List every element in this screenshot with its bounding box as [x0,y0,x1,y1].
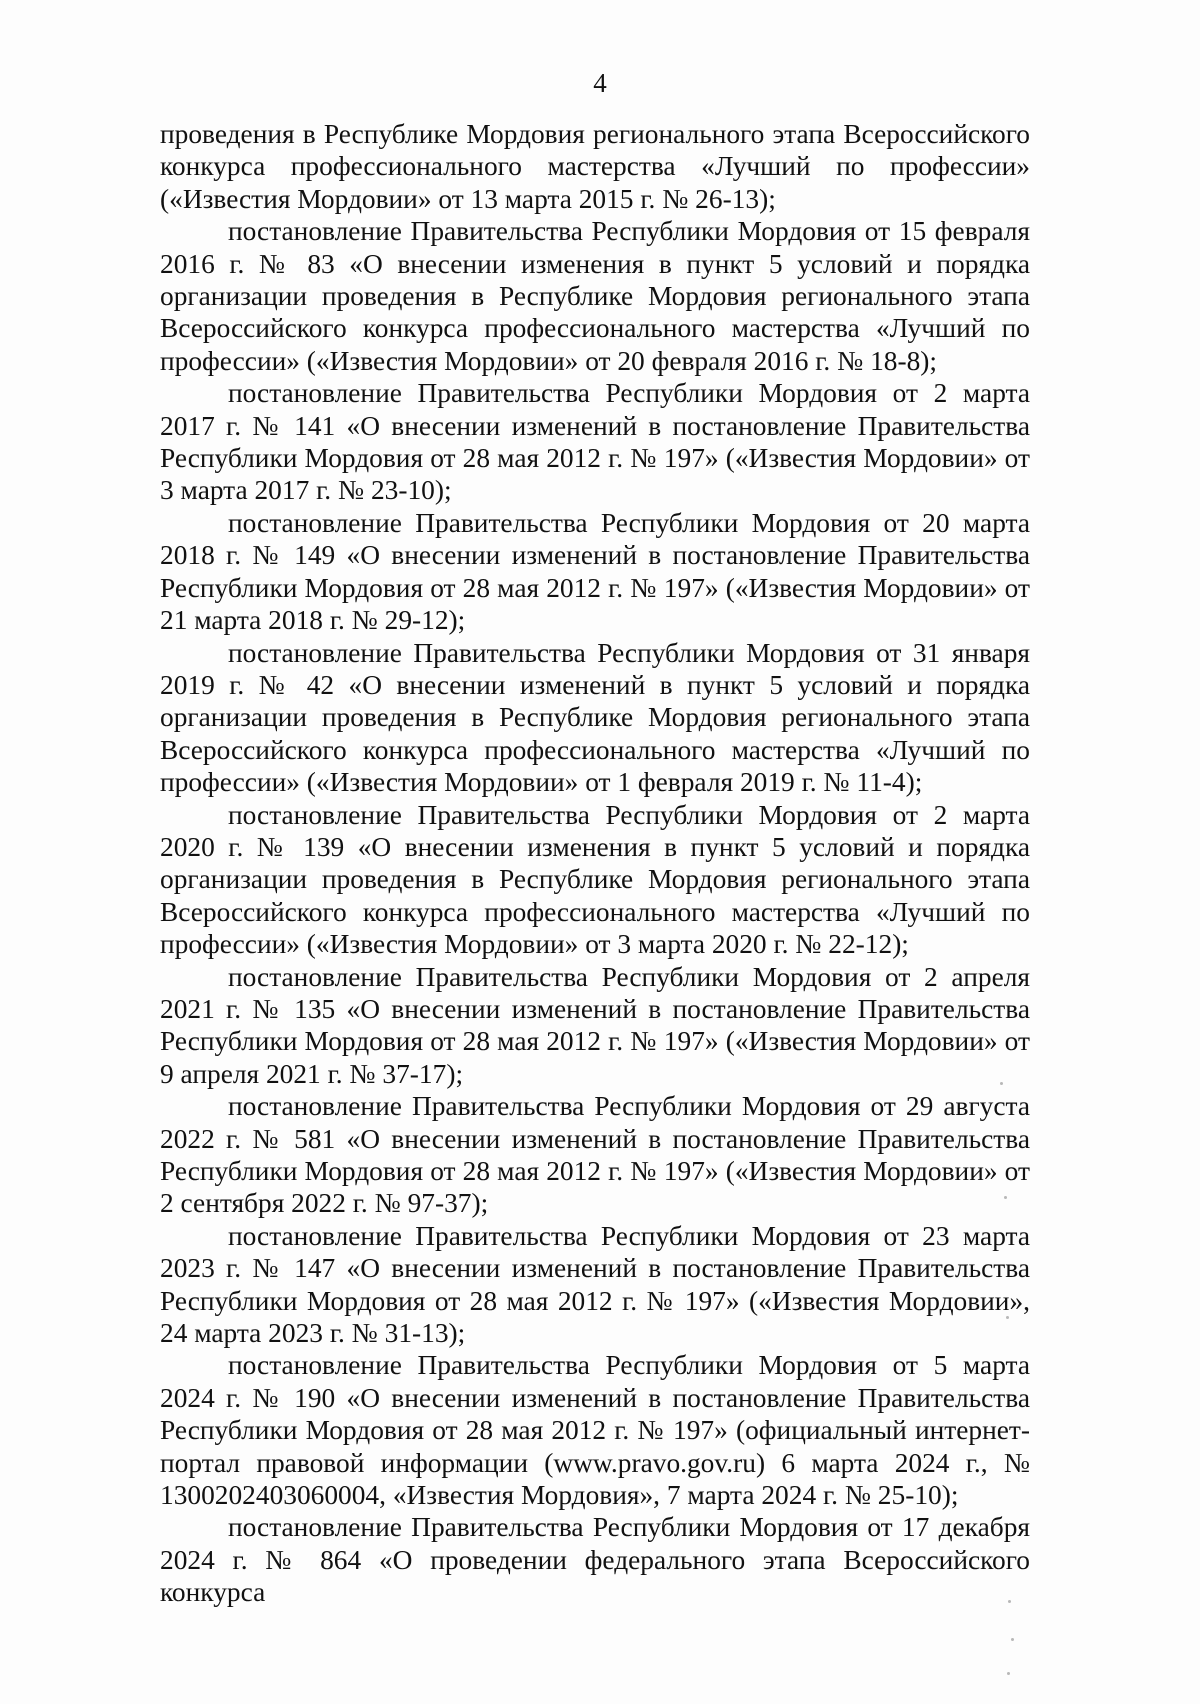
scan-speck [1004,1196,1007,1199]
paragraph-resolution-2017: постановление Правительства Республики Мордовия от 2 марта 2017 г. № 141 «О внесении изменений в постановление Правительства Республики Мордовия от 28 мая 2012 г. № 197» («Известия Мордовии» от 3 марта 2017 г. № 23-10); [160,378,1030,506]
page-number: 4 [593,68,607,98]
paragraph-resolution-2022: постановление Правительства Республики Мордовия от 29 августа 2022 г. № 581 «О внесении изменений в постановление Правительства Республики Мордовия от 28 мая 2012 г. № 197» («Известия Мордовии» от 2 сентября 2022 г. № 97-37); [160,1091,1030,1219]
paragraph-continuation: проведения в Республике Мордовия регионального этапа Всероссийского конкурса профессионального мастерства «Лучший по профессии» («Известия Мордовии» от 13 марта 2015 г. № 26-13); [160,119,1030,214]
scan-speck [1000,1082,1003,1085]
scan-speck [1007,1672,1010,1675]
scan-speck [1006,1316,1009,1319]
paragraph-resolution-2020: постановление Правительства Республики Мордовия от 2 марта 2020 г. № 139 «О внесении изменения в пункт 5 условий и порядка организации проведения в Республике Мордовия регионального этапа Всероссийского конкурса профессионального мастерства «Лучший по профессии» («Известия Мордовии» от 3 марта 2020 г. № 22-12); [160,799,1030,960]
paragraph-resolution-2019: постановление Правительства Республики Мордовия от 31 января 2019 г. № 42 «О внесении изменений в пункт 5 условий и порядка организации проведения в Республике Мордовия регионального этапа Всероссийского конкурса профессионального мастерства «Лучший по профессии» («Известия Мордовии» от 1 февраля 2019 г. № 11-4); [160,637,1030,798]
scan-speck [1008,1600,1011,1603]
paragraph-resolution-2024-december: постановление Правительства Республики Мордовия от 17 декабря 2024 г. № 864 «О проведении федерального этапа Всероссийского конкурса [160,1512,1030,1608]
paragraph-resolution-2016: постановление Правительства Республики Мордовия от 15 февраля 2016 г. № 83 «О внесении изменения в пункт 5 условий и порядка организации проведения в Республике Мордовия регионального этапа Всероссийского конкурса профессионального мастерства «Лучший по профессии» («Известия Мордовии» от 20 февраля 2016 г. № 18-8); [160,216,1030,376]
paragraph-resolution-2021: постановление Правительства Республики Мордовия от 2 апреля 2021 г. № 135 «О внесении изменений в постановление Правительства Республики Мордовия от 28 мая 2012 г. № 197» («Известия Мордовии» от 9 апреля 2021 г. № 37-17); [160,961,1030,1089]
paragraph-resolution-2024-march: постановление Правительства Республики Мордовия от 5 марта 2024 г. № 190 «О внесении изменений в постановление Правительства Республики Мордовия от 28 мая 2012 г. № 197» (официальный интернет-портал правовой информации (www.pravo.gov.ru) 6 марта 2024 г., № 1300202403060004, «Известия Мордовия», 7 марта 2024 г. № 25-10); [160,1350,1030,1511]
paragraph-resolution-2018: постановление Правительства Республики Мордовия от 20 марта 2018 г. № 149 «О внесении изменений в постановление Правительства Республики Мордовия от 28 мая 2012 г. № 197» («Известия Мордовии» от 21 марта 2018 г. № 29-12); [160,507,1030,636]
paragraph-resolution-2023: постановление Правительства Республики Мордовия от 23 марта 2023 г. № 147 «О внесении изменений в постановление Правительства Республики Мордовия от 28 мая 2012 г. № 197» («Известия Мордовии», 24 марта 2023 г. № 31-13); [160,1220,1030,1349]
document-body [160,118,1030,1609]
scan-speck [1011,1638,1014,1641]
